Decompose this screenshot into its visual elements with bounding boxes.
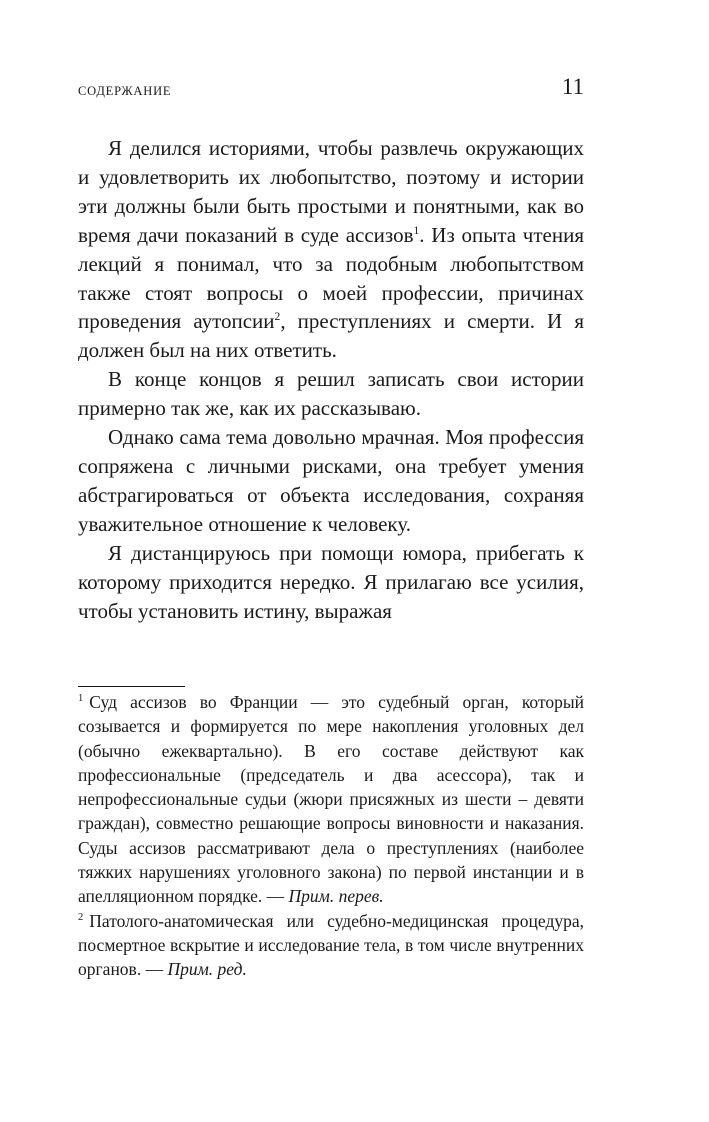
footnote-reference[interactable]: 2	[274, 311, 281, 324]
footnote-mark: 2	[78, 911, 84, 923]
footnote	[78, 690, 584, 909]
main-text	[78, 134, 584, 625]
paragraph-text: Однако сама тема довольно мрачная. Моя профессия сопряжена с личными рисками, она требует умения абстрагироваться от объекта исследования, сохраняя уважительное отношение к человеку.	[78, 425, 584, 536]
footnote-editor-note: Прим. ред.	[167, 959, 247, 980]
footnote-text: Патолого-анатомическая или судебно-медицинская процедура, посмертное вскрытие и исследование тела, в том числе внутренних органов. —	[78, 910, 584, 980]
footnote-translator-note: Прим. перев.	[288, 886, 384, 907]
paragraph-text: . Из опыта чтения лекций я понимал, что за подобным любопытством также стоят вопросы о моей профессии, причинах проведения аутопсии	[78, 222, 584, 334]
paragraph	[78, 423, 584, 539]
footnote-divider	[78, 686, 185, 687]
paragraph-text: Я дистанцируюсь при помощи юмора, прибегать к которому приходится нередко. Я прилагаю все усилия, чтобы установить истину, выражая	[78, 540, 584, 623]
paragraph-text: , преступлениях и смерти. И я должен был на них ответить.	[78, 309, 584, 363]
paragraph-text: В конце концов я решил записать свои истории примерно так же, как их рассказываю.	[78, 367, 584, 421]
footnote	[78, 909, 584, 982]
paragraph-text: Я делился историями, чтобы развлечь окружающих и удовлетворить их любопытство, поэтому и истории эти должны были быть простыми и понятными, как во время дачи показаний в суде ассизов	[78, 136, 584, 247]
footnotes	[78, 690, 584, 982]
paragraph	[78, 134, 584, 365]
paragraph	[78, 539, 584, 626]
footnote-text: Суд ассизов во Франции — это судебный орган, который созывается и формируется по мере накопления уголовных дел (обычно ежеквартально). В его составе действуют как профессиональные (председатель и два асессора), так и непрофессиональные судьи (жюри присяжных из шести – девяти граждан), совместно решающие вопросы виновности и наказания. Суды ассизов рассматривают дела о преступлениях (наиболее тяжких нарушениях уголовного закона) по первой инстанции и в апелляционном порядке. —	[78, 692, 584, 907]
book-page	[78, 0, 584, 1122]
running-head-title: СОДЕРЖАНИЕ	[78, 84, 172, 98]
footnote-reference[interactable]: 1	[413, 224, 420, 237]
page-number: 11	[561, 74, 584, 99]
footnote-mark: 1	[78, 693, 84, 705]
paragraph	[78, 365, 584, 423]
